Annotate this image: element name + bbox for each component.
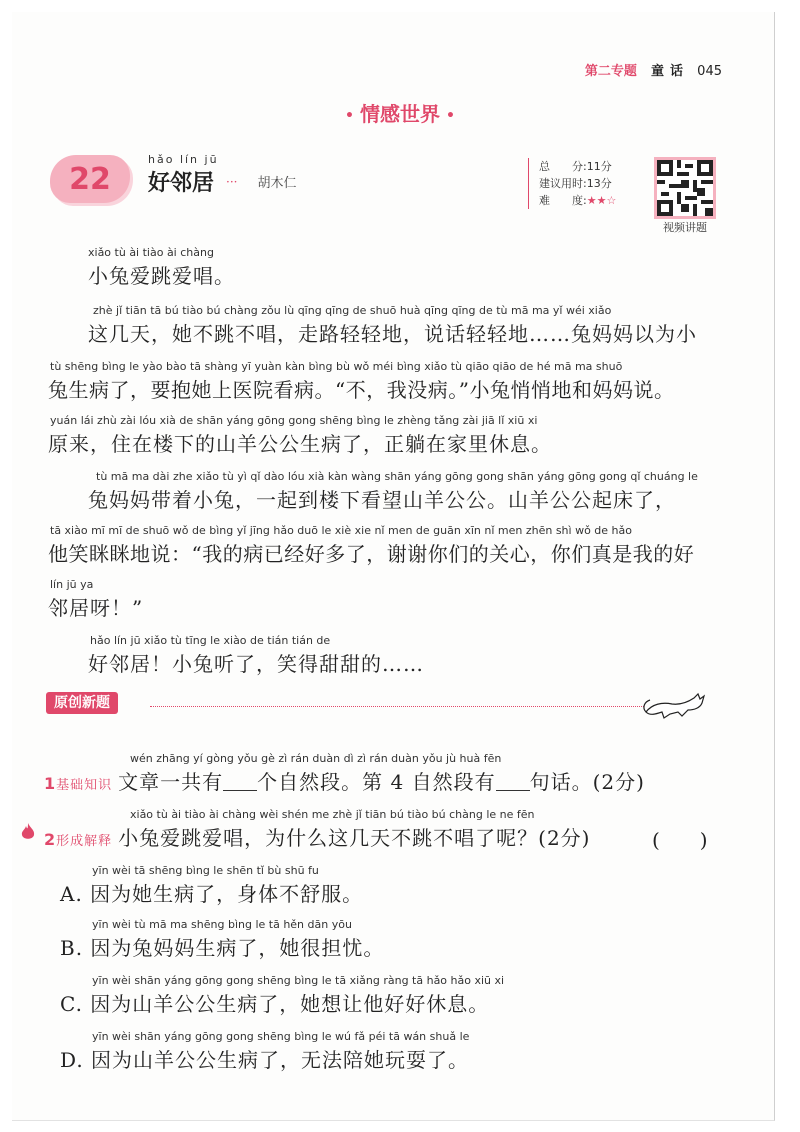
total-value: 11分: [586, 160, 612, 173]
genre-label: 童话: [651, 64, 690, 79]
story-line-2: 这几天，她不跳不唱，走路轻轻地，说话轻轻地……兔妈妈以为小: [88, 322, 697, 346]
story-line-5: 兔妈妈带着小兔，一起到楼下看望山羊公公。山羊公公起床了，: [88, 488, 676, 512]
story-pinyin-3: tù shēng bìng le yào bào tā shàng yī yuàn kàn bìng bù wǒ méi bìng xiǎo tù qiāo qiāo de hé mā ma shuō: [50, 360, 623, 373]
story-pinyin-7: lín jū ya: [50, 578, 94, 591]
q2-number: 2: [44, 830, 57, 849]
lesson-meta: [528, 158, 651, 209]
q1-text-a: 文章一共有: [118, 770, 224, 794]
option-d-pinyin: yīn wèi shān yáng gōng gong shēng bìng le wú fǎ péi tā wán shuǎ le: [92, 1030, 470, 1043]
option-c-pinyin: yīn wèi shān yáng gōng gong shēng bìng le tā xiǎng ràng tā hǎo hǎo xiū xi: [92, 974, 505, 987]
banner-divider: [150, 706, 644, 707]
title-dots: ···: [226, 175, 238, 189]
lesson-title: 好邻居: [148, 171, 215, 196]
lesson-number-badge: [50, 155, 130, 203]
lesson-author: 胡木仁: [257, 176, 297, 191]
story-pinyin-5: tù mā ma dài zhe xiǎo tù yì qǐ dào lóu xià kàn wàng shān yáng gōng gong shān yáng gōng gong qǐ chuáng le: [96, 470, 698, 483]
story-line-7: 邻居呀！”: [48, 596, 144, 620]
story-line-8: 好邻居！小兔听了，笑得甜甜的……: [88, 652, 424, 676]
topic-label: 第二专题: [584, 64, 637, 79]
difficulty-stars: ★★☆: [586, 194, 617, 207]
title-dot-right: •: [446, 107, 455, 124]
q1-tag: 基础知识: [56, 778, 113, 793]
option-b[interactable]: B. 因为兔妈妈生病了，她很担忧。: [60, 936, 385, 960]
qr-code-icon[interactable]: [654, 157, 716, 219]
question-1: [44, 766, 645, 795]
total-label: 总 分:: [539, 160, 587, 173]
story-line-4: 原来，住在楼下的山羊公公生病了，正躺在家里休息。: [48, 432, 552, 456]
option-a-pinyin: yīn wèi tā shēng bìng le shēn tǐ bù shū fu: [92, 864, 319, 877]
q1-number: 1: [44, 774, 57, 793]
option-a[interactable]: A. 因为她生病了，身体不舒服。: [60, 882, 364, 906]
difficulty-label: 难 度:: [539, 194, 587, 207]
qr-label: 视频讲题: [663, 221, 707, 234]
story-pinyin-8: hǎo lín jū xiǎo tù tīng le xiào de tián tián de: [90, 634, 331, 647]
story-line-6: 他笑眯眯地说：“我的病已经好多了，谢谢你们的关心，你们真是我的好: [48, 542, 695, 566]
title-dot-left: •: [345, 107, 354, 124]
option-b-pinyin: yīn wèi tù mā ma shēng bìng le tā hěn dān yōu: [92, 918, 352, 931]
story-line-1: 小兔爱跳爱唱。: [88, 264, 235, 288]
time-label: 建议用时:: [539, 177, 587, 190]
lesson-title-block: [148, 153, 296, 197]
lesson-number: 22: [69, 161, 111, 197]
option-c[interactable]: C. 因为山羊公公生病了，她想让他好好休息。: [60, 992, 490, 1016]
q1-pinyin: wén zhāng yí gòng yǒu gè zì rán duàn dì zì rán duàn yǒu jù huà fēn: [130, 752, 502, 765]
page-header: [585, 60, 722, 79]
q2-text: 小兔爱跳爱唱，为什么这几天不跳不唱了呢？(2分): [118, 826, 591, 850]
question-2: [44, 822, 591, 851]
page-number: 045: [697, 64, 722, 79]
option-d[interactable]: D. 因为山羊公公生病了，无法陪她玩耍了。: [60, 1048, 470, 1072]
q2-pinyin: xiǎo tù ài tiào ài chàng wèi shén me zhè jǐ tiān bú tiào bú chàng le ne fēn: [130, 808, 535, 821]
exercise-banner: 原创新题: [46, 692, 118, 714]
flame-icon: [20, 822, 36, 842]
q1-text-c: 句话。(2分): [529, 770, 645, 794]
time-value: 13分: [586, 177, 612, 190]
q1-text-b: 个自然段。第 4 自然段有: [257, 770, 496, 794]
story-pinyin-1: xiǎo tù ài tiào ài chàng: [88, 246, 214, 259]
q1-blank-2[interactable]: [496, 774, 530, 791]
story-pinyin-2: zhè jǐ tiān tā bú tiào bú chàng zǒu lù qīng qīng de shuō huà qīng qīng de tù mā ma yǐ wéi xiǎo: [93, 304, 612, 317]
story-pinyin-4: yuán lái zhù zài lóu xià de shān yáng gōng gong shēng bìng le zhèng tǎng zài jiā lǐ xiū xi: [50, 414, 538, 427]
story-line-3: 兔生病了，要抱她上医院看病。“不，我没病。”小兔悄悄地和妈妈说。: [48, 378, 675, 402]
section-title: [0, 98, 800, 127]
story-pinyin-6: tā xiào mī mī de shuō wǒ de bìng yǐ jīng hǎo duō le xiè xie nǐ men de guān xīn nǐ men zhēn shì wǒ de hǎo: [50, 524, 632, 537]
q2-answer-paren[interactable]: ( ): [652, 828, 708, 852]
lesson-title-pinyin: hǎo lín jū: [148, 153, 219, 166]
q2-tag: 形成解释: [56, 834, 113, 849]
q1-blank-1[interactable]: [223, 774, 257, 791]
section-title-text: 情感世界: [360, 102, 440, 126]
cat-icon: [642, 690, 710, 720]
